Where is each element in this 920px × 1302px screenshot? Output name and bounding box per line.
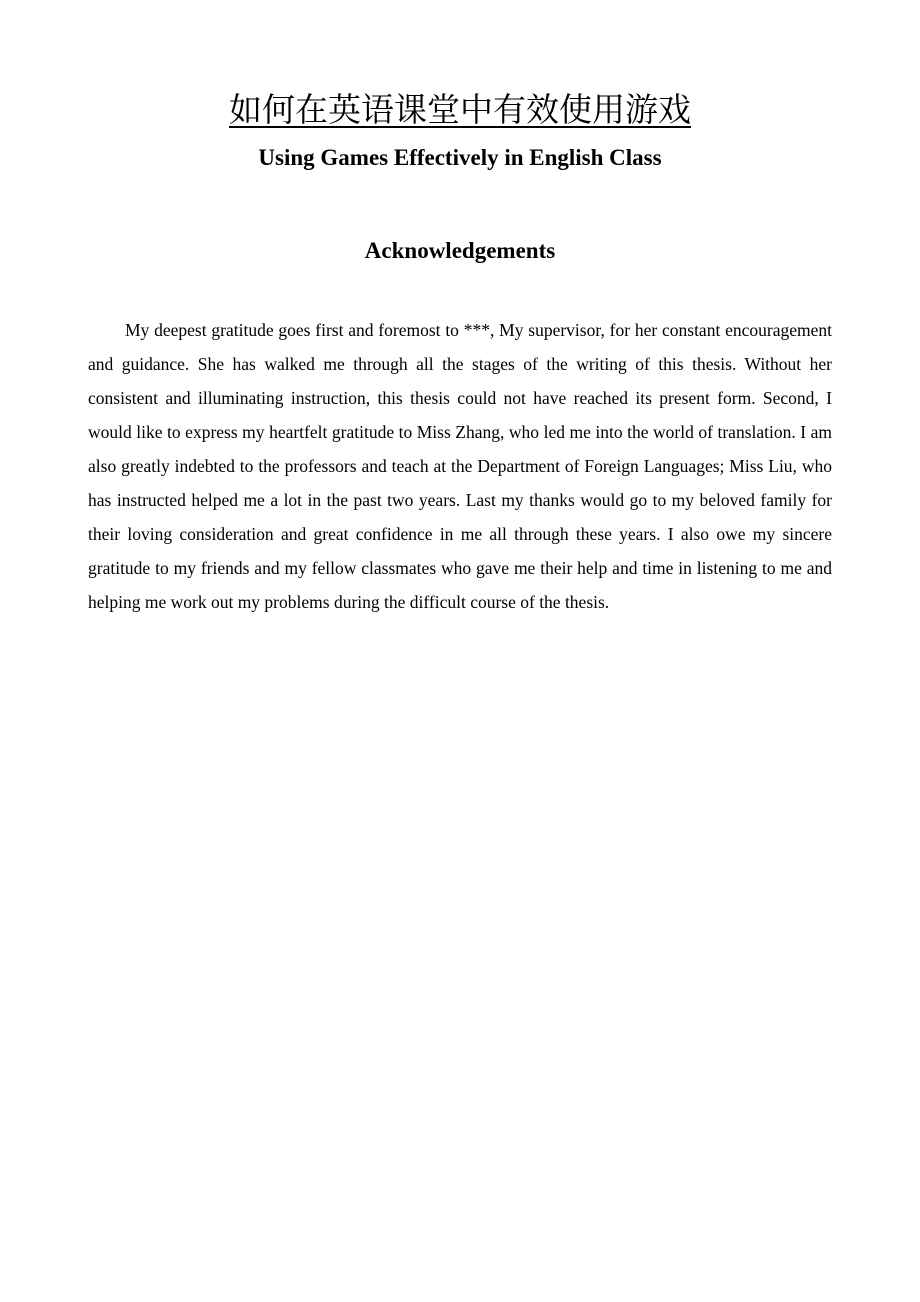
acknowledgements-heading: Acknowledgements <box>364 238 556 263</box>
chinese-title: 如何在英语课堂中有效使用游戏 <box>229 90 691 129</box>
acknowledgements-paragraph: My deepest gratitude goes first and foremost to ***, My supervisor, for her constant encouragement and guidance. She has walked me through all the stages of the writing of this thesis. Without her consistent and illuminating instruction, this thesis could not have reached its present form. Second, I would like to express my heartfelt gratitude to Miss Zhang, who led me into the world of translation. I am also greatly indebted to the professors and teach at the Department of Foreign Languages; Miss Liu, who has instructed helped me a lot in the past two years. Last my thanks would go to my beloved family for their loving consideration and great confidence in me all through these years. I also owe my sincere gratitude to my friends and my fellow classmates who gave me their help and time in listening to me and helping me work out my problems during the difficult course of the thesis. <box>88 320 832 612</box>
english-title: Using Games Effectively in English Class <box>258 145 662 170</box>
